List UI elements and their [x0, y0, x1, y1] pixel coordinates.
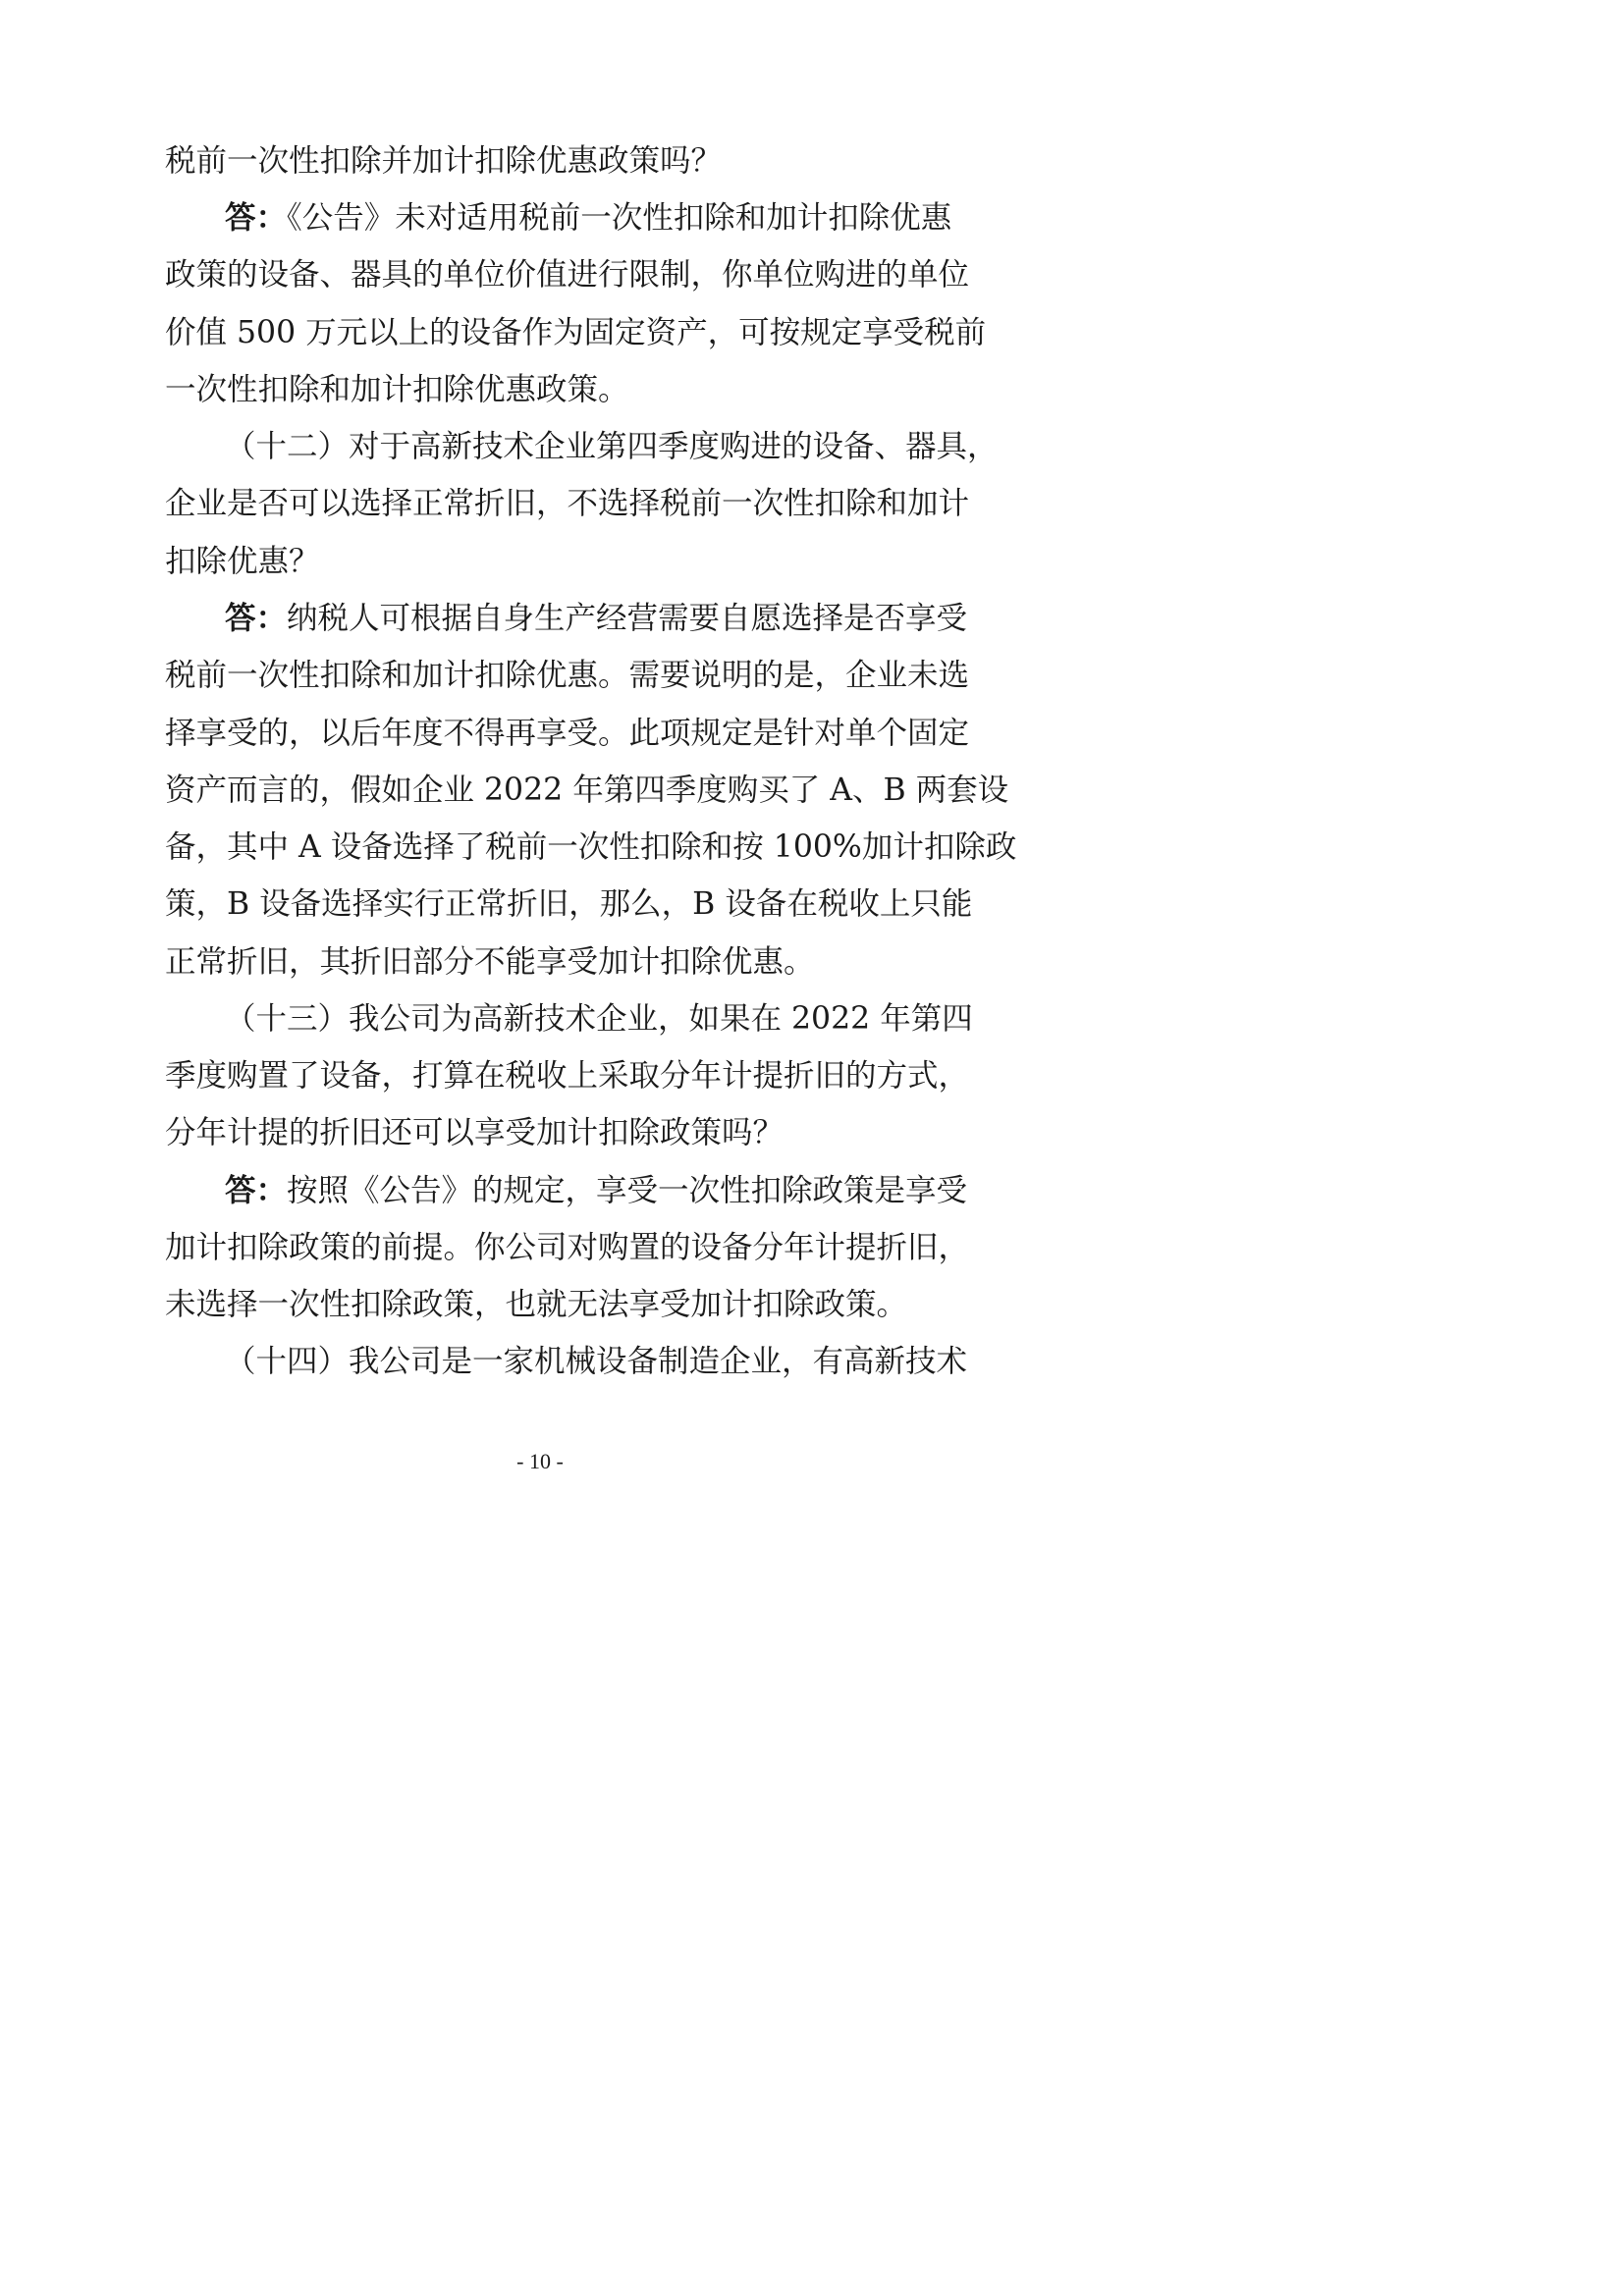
- answer-label: 答：: [225, 1173, 288, 1208]
- text-line: 策，B 设备选择实行正常折旧，那么，B 设备在税收上只能: [165, 886, 973, 922]
- question-heading: （十三）我公司为高新技术企业，如果在 2022 年第四: [225, 1001, 973, 1037]
- text-line: 扣除优惠？: [165, 544, 320, 579]
- answer-line: 答：按照《公告》的规定，享受一次性扣除政策是享受: [225, 1173, 968, 1208]
- question-heading: （十二）对于高新技术企业第四季度购进的设备、器具，: [225, 429, 999, 464]
- answer-label: 答：: [225, 601, 288, 636]
- page-number: - 10 -: [516, 1449, 564, 1473]
- text-line: 企业是否可以选择正常折旧，不选择税前一次性扣除和加计: [165, 486, 970, 521]
- text-line: 季度购置了设备，打算在税收上采取分年计提折旧的方式，: [165, 1058, 970, 1094]
- answer-line: 答：《公告》未对适用税前一次性扣除和加计扣除优惠: [225, 200, 952, 236]
- text-line: 分年计提的折旧还可以享受加计扣除政策吗？: [165, 1115, 785, 1150]
- text-line: 正常折旧，其折旧部分不能享受加计扣除优惠。: [165, 944, 815, 980]
- text-line: 未选择一次性扣除政策，也就无法享受加计扣除政策。: [165, 1287, 908, 1322]
- question-heading: （十四）我公司是一家机械设备制造企业，有高新技术: [225, 1344, 968, 1379]
- text-line: 择享受的，以后年度不得再享受。此项规定是针对单个固定: [165, 716, 970, 751]
- text-line: 一次性扣除和加计扣除优惠政策。: [165, 372, 629, 407]
- text-line: 资产而言的，假如企业 2022 年第四季度购买了 A、B 两套设: [165, 773, 1009, 808]
- document-page: [0, 0, 1080, 1526]
- answer-line: 答：纳税人可根据自身生产经营需要自愿选择是否享受: [225, 601, 968, 636]
- text-line: 税前一次性扣除和加计扣除优惠。需要说明的是，企业未选: [165, 658, 970, 693]
- answer-label: 答：: [225, 200, 288, 236]
- text-line: 政策的设备、器具的单位价值进行限制，你单位购进的单位: [165, 257, 970, 293]
- text-line: 税前一次性扣除并加计扣除优惠政策吗？: [165, 143, 723, 179]
- text-line: 加计扣除政策的前提。你公司对购置的设备分年计提折旧，: [165, 1230, 970, 1265]
- text-line: 价值 500 万元以上的设备作为固定资产，可按规定享受税前: [165, 315, 987, 350]
- text-line: 备，其中 A 设备选择了税前一次性扣除和按 100%加计扣除政: [165, 829, 1017, 865]
